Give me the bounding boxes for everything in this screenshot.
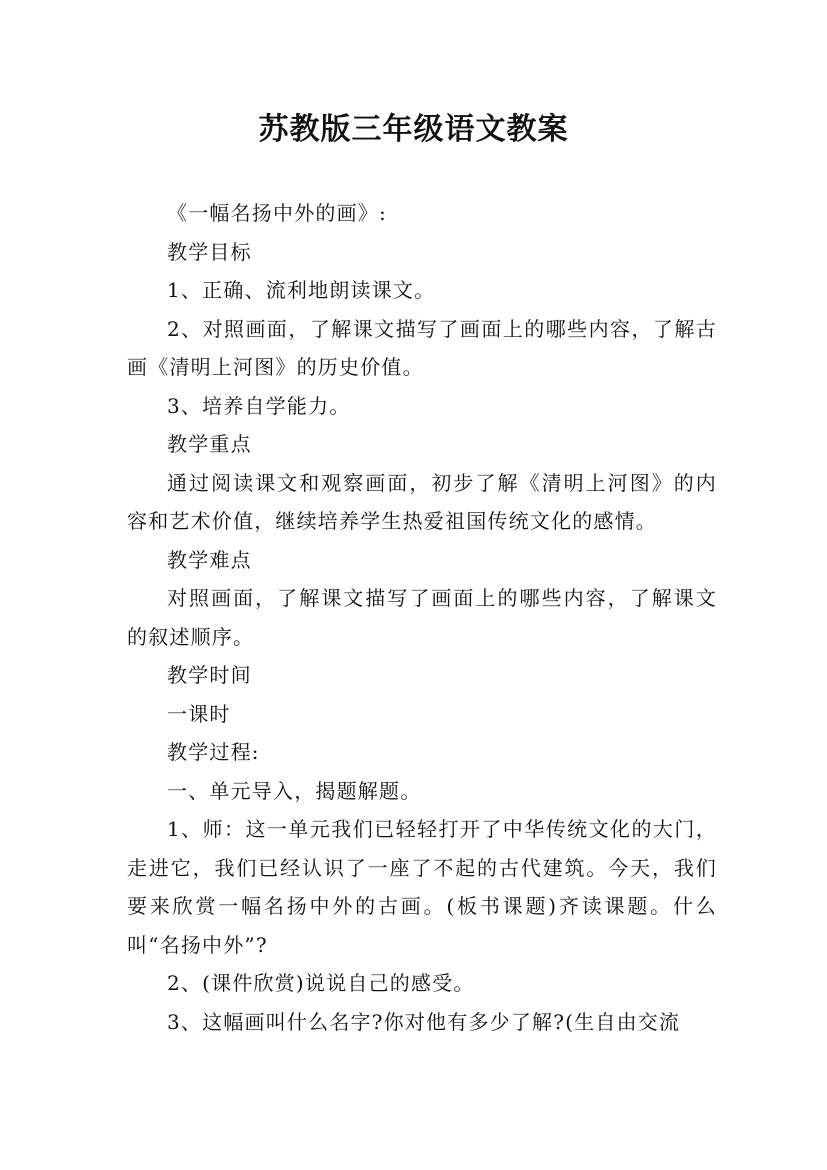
paragraph-step-3: 3、这幅画叫什么名字?你对他有多少了解?(生自由交流 bbox=[167, 1009, 681, 1034]
paragraph-goal-2: 2、对照画面，了解课文描写了画面上的哪些内容，了解古画《清明上河图》的历史价值。 bbox=[127, 316, 717, 379]
paragraph-section-1: 一、单元导入，揭题解题。 bbox=[167, 778, 422, 803]
paragraph-step-1: 1、师：这一单元我们已轻轻打开了中华传统文化的大门，走进它，我们已经认识了一座了不起的古代建筑。今天，我们要来欣赏一幅名扬中外的古画。(板书课题)齐读课题。什么叫“名扬中外”? bbox=[127, 817, 717, 957]
paragraph-teaching-time: 一课时 bbox=[167, 701, 231, 726]
paragraph-step-2: 2、(课件欣赏)说说自己的感受。 bbox=[167, 971, 475, 995]
paragraph-lesson-title: 《一幅名扬中外的画》: bbox=[167, 201, 387, 225]
heading-key-points: 教学重点 bbox=[167, 432, 252, 456]
document-body bbox=[127, 194, 717, 1041]
heading-teaching-process: 教学过程: bbox=[167, 740, 260, 764]
paragraph-goal-1: 1、正确、流利地朗读课文。 bbox=[167, 278, 436, 302]
heading-difficulties: 教学难点 bbox=[167, 547, 252, 572]
paragraph-goal-3: 3、培养自学能力。 bbox=[167, 393, 351, 418]
heading-teaching-time: 教学时间 bbox=[167, 663, 252, 687]
heading-teaching-goals: 教学目标 bbox=[167, 239, 252, 264]
paragraph-difficulties: 对照画面，了解课文描写了画面上的哪些内容，了解课文的叙述顺序。 bbox=[127, 586, 717, 649]
document-title: 苏教版三年级语文教案 bbox=[258, 112, 569, 147]
paragraph-key-points: 通过阅读课文和观察画面，初步了解《清明上河图》的内容和艺术价值，继续培养学生热爱祖国传统文化的感情。 bbox=[127, 470, 717, 533]
